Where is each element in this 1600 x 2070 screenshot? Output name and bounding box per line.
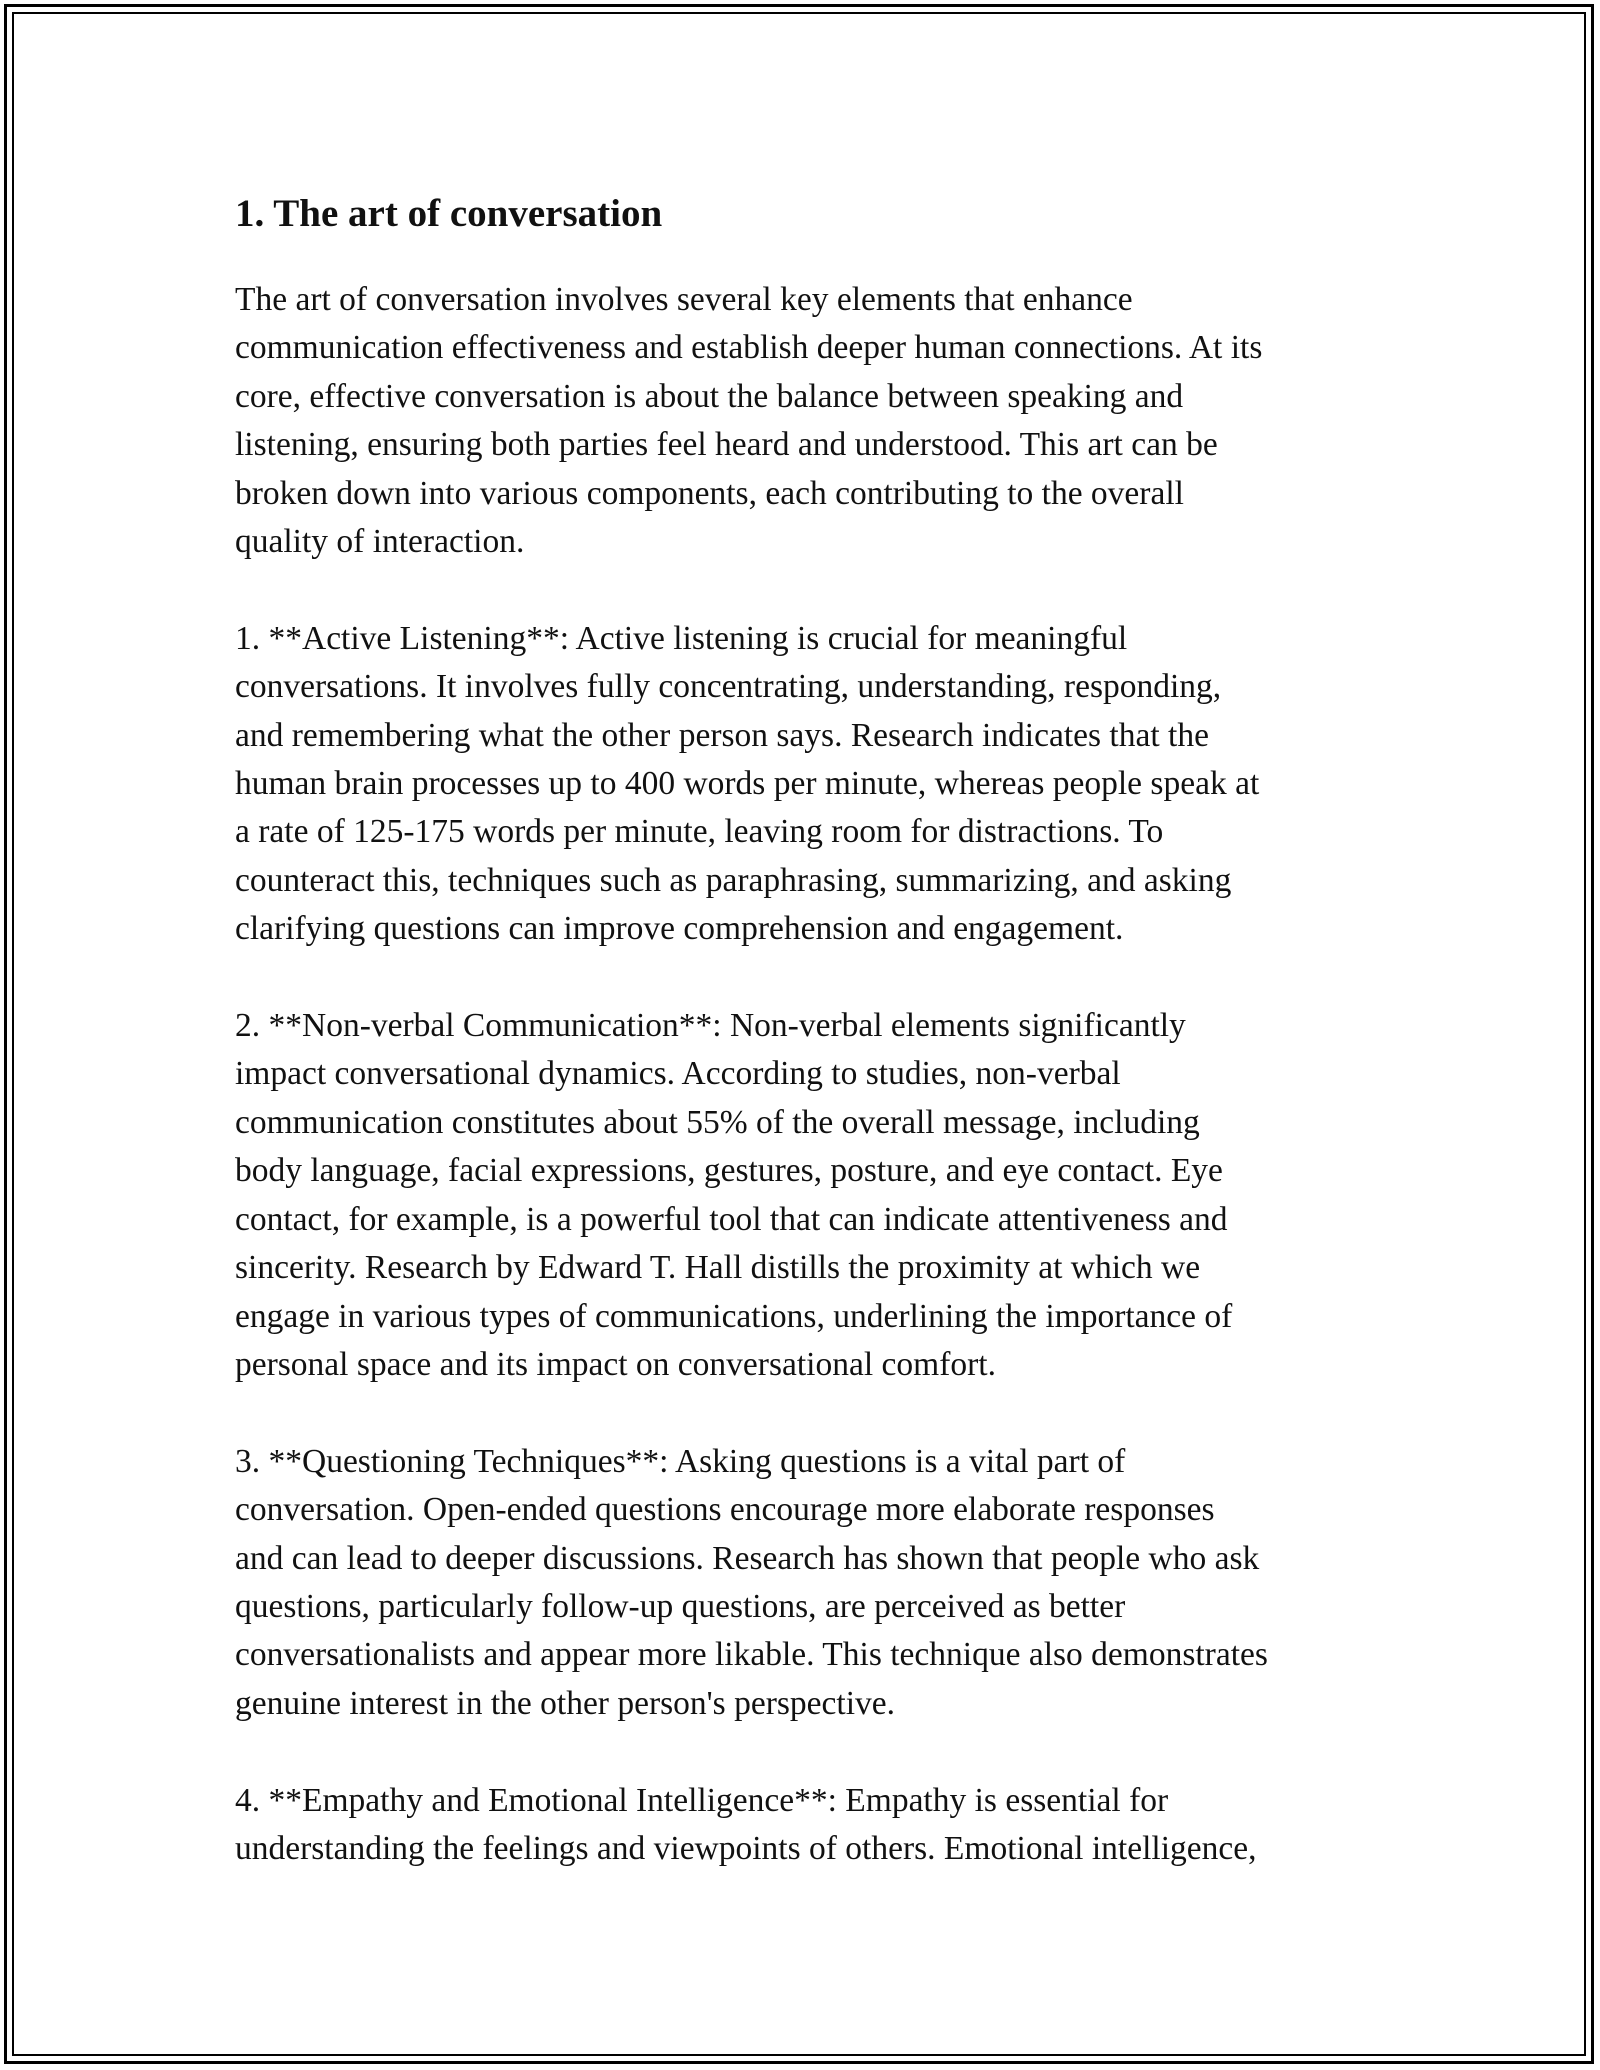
intro-paragraph: The art of conversation involves several key elements that enhance communication effectiveness and establish deeper human connections. At its core, effective conversation is about the balance between speaking and listening, ensuring both parties feel heard and understood. This art can be broken down into various components, each contributing to the overall quality of interaction. xyxy=(235,281,1263,561)
paragraph-spacer xyxy=(235,566,1385,614)
paragraph-spacer xyxy=(235,1389,1385,1437)
list-item-non-verbal-communication: 2. **Non-verbal Communication**: Non-verbal elements significantly impact conversational dynamics. According to studies, non-verbal communication constitutes about 55% of the overall message, including body language, facial expressions, gestures, posture, and eye contact. Eye contact, for example, is a powerful tool that can indicate attentiveness and sincerity. Research by Edward T. Hall distills the proximity at which we engage in various types of communications, underlining the importance of personal space and its impact on conversational comfort. xyxy=(235,1007,1233,1383)
section-heading: 1. The art of conversation xyxy=(235,192,663,235)
list-item-questioning-techniques: 3. **Questioning Techniques**: Asking questions is a vital part of conversation. Open-ended questions encourage more elaborate responses and can lead to deeper discussions. Research has shown that people who ask questions, particularly follow-up questions, are perceived as better conversationalists and appear more likable. This technique also demonstrates genuine interest in the other person's perspective. xyxy=(235,1442,1268,1722)
list-item-active-listening: 1. **Active Listening**: Active listening is crucial for meaningful conversations. It involves fully concentrating, understanding, responding, and remembering what the other person says. Research indicates that the human brain processes up to 400 words per minute, whereas people speak at a rate of 125-175 words per minute, leaving room for distractions. To counteract this, techniques such as paraphrasing, summarizing, and asking clarifying questions can improve comprehension and engagement. xyxy=(235,619,1260,948)
document-body xyxy=(235,180,1385,1873)
paragraph-spacer xyxy=(235,1728,1385,1776)
list-item-empathy: 4. **Empathy and Emotional Intelligence**: Empathy is essential for understanding the feelings and viewpoints of others. Emotional intelligence, xyxy=(235,1781,1257,1867)
paragraph-spacer xyxy=(235,954,1385,1002)
